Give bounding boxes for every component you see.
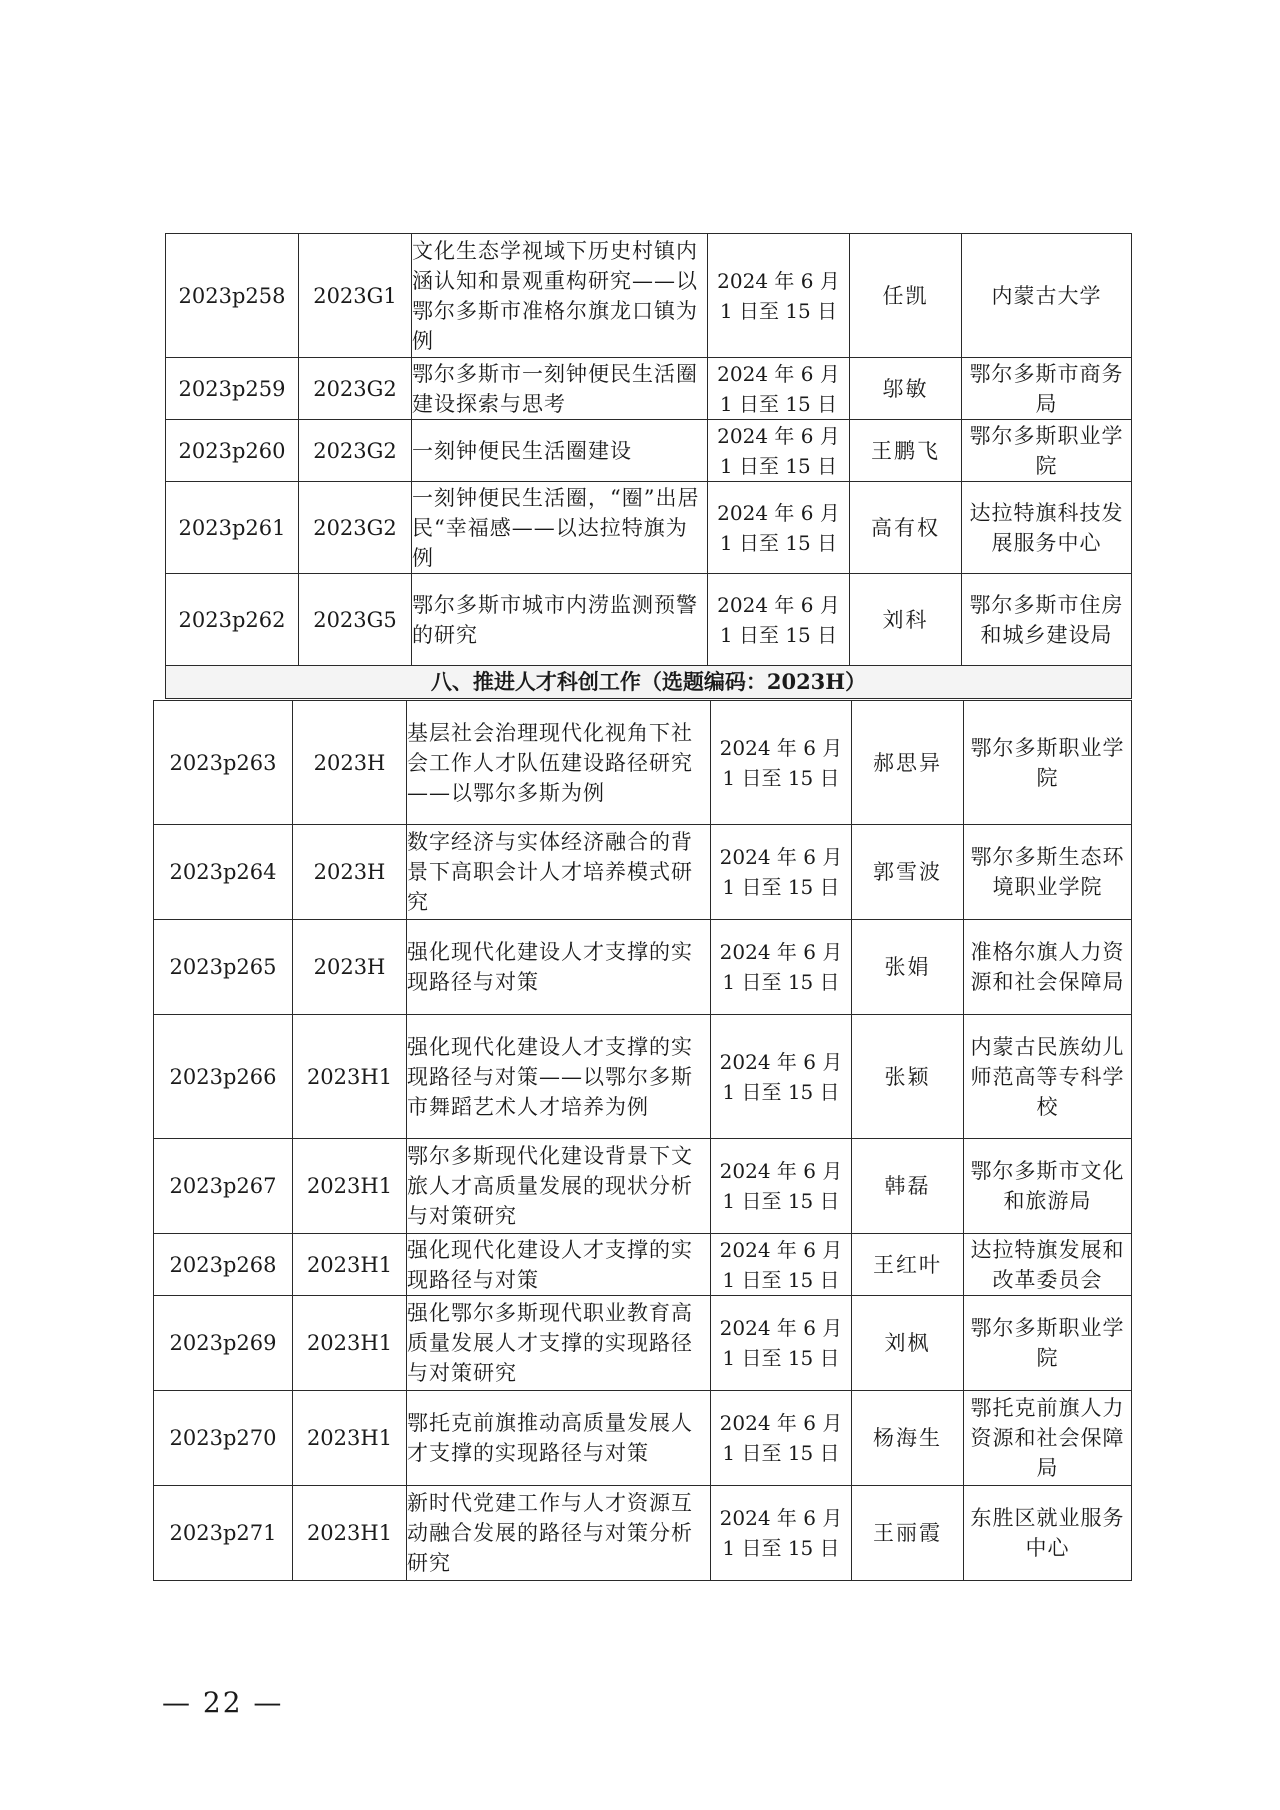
organization: 鄂尔多斯市文化和旅游局 (964, 1139, 1132, 1234)
topic-code: 2023H1 (293, 1234, 407, 1296)
topic-title: 新时代党建工作与人才资源互动融合发展的路径与对策分析研究 (407, 1486, 711, 1581)
topic-title: 数字经济与实体经济融合的背景下高职会计人才培养模式研究 (407, 825, 711, 920)
serial-number: 2023p267 (154, 1139, 293, 1234)
time-range: 2024 年 6 月 1 日至 15 日 (711, 825, 852, 920)
organization: 内蒙古大学 (962, 234, 1132, 358)
organization: 准格尔旗人力资源和社会保障局 (964, 920, 1132, 1015)
lead-person: 王红叶 (852, 1234, 964, 1296)
lead-person: 郝思异 (852, 701, 964, 825)
topic-title: 鄂尔多斯市一刻钟便民生活圈建设探索与思考 (412, 358, 708, 420)
serial-number: 2023p263 (154, 701, 293, 825)
organization: 鄂尔多斯生态环境职业学院 (964, 825, 1132, 920)
time-range: 2024 年 6 月 1 日至 15 日 (711, 1139, 852, 1234)
lead-person: 邬敏 (850, 358, 962, 420)
table-row (154, 1015, 1132, 1139)
organization: 鄂尔多斯市住房和城乡建设局 (962, 574, 1132, 666)
table-row (166, 482, 1132, 574)
page-number: — 22 — (162, 1686, 284, 1719)
serial-number: 2023p261 (166, 482, 299, 574)
serial-number: 2023p266 (154, 1015, 293, 1139)
serial-number: 2023p271 (154, 1486, 293, 1581)
topic-title: 强化现代化建设人才支撑的实现路径与对策——以鄂尔多斯市舞蹈艺术人才培养为例 (407, 1015, 711, 1139)
serial-number: 2023p260 (166, 420, 299, 482)
section-header: 八、推进人才科创工作（选题编码：2023H） (166, 666, 1132, 699)
serial-number: 2023p258 (166, 234, 299, 358)
serial-number: 2023p269 (154, 1296, 293, 1391)
time-range: 2024 年 6 月 1 日至 15 日 (708, 234, 850, 358)
topic-title: 鄂托克前旗推动高质量发展人才支撑的实现路径与对策 (407, 1391, 711, 1486)
serial-number: 2023p268 (154, 1234, 293, 1296)
topic-code: 2023G2 (299, 358, 412, 420)
lead-person: 王丽霞 (852, 1486, 964, 1581)
topic-code: 2023H (293, 825, 407, 920)
topic-table (165, 233, 1132, 699)
time-range: 2024 年 6 月 1 日至 15 日 (711, 1391, 852, 1486)
time-range: 2024 年 6 月 1 日至 15 日 (711, 1234, 852, 1296)
table-row (154, 1486, 1132, 1581)
time-range: 2024 年 6 月 1 日至 15 日 (711, 1486, 852, 1581)
topic-title: 强化鄂尔多斯现代职业教育高质量发展人才支撑的实现路径与对策研究 (407, 1296, 711, 1391)
table-row (154, 701, 1132, 825)
table-row (154, 825, 1132, 920)
time-range: 2024 年 6 月 1 日至 15 日 (708, 358, 850, 420)
section-header-row (166, 666, 1132, 699)
table-body-a (166, 234, 1132, 699)
topic-title: 鄂尔多斯市城市内涝监测预警的研究 (412, 574, 708, 666)
topic-code: 2023H1 (293, 1391, 407, 1486)
table-body-b (154, 701, 1132, 1581)
organization: 东胜区就业服务中心 (964, 1486, 1132, 1581)
lead-person: 任凯 (850, 234, 962, 358)
organization: 鄂尔多斯职业学院 (962, 420, 1132, 482)
time-range: 2024 年 6 月 1 日至 15 日 (711, 1296, 852, 1391)
table-row (154, 1296, 1132, 1391)
time-range: 2024 年 6 月 1 日至 15 日 (708, 574, 850, 666)
lead-person: 张颖 (852, 1015, 964, 1139)
topic-title: 鄂尔多斯现代化建设背景下文旅人才高质量发展的现状分析与对策研究 (407, 1139, 711, 1234)
table-row (166, 574, 1132, 666)
topic-code: 2023H1 (293, 1139, 407, 1234)
lead-person: 杨海生 (852, 1391, 964, 1486)
topic-code: 2023H (293, 920, 407, 1015)
organization: 鄂托克前旗人力资源和社会保障局 (964, 1391, 1132, 1486)
lead-person: 韩磊 (852, 1139, 964, 1234)
organization: 达拉特旗发展和改革委员会 (964, 1234, 1132, 1296)
lead-person: 刘枫 (852, 1296, 964, 1391)
topic-code: 2023G2 (299, 420, 412, 482)
organization: 内蒙古民族幼儿师范高等专科学校 (964, 1015, 1132, 1139)
table-row (154, 1234, 1132, 1296)
organization: 鄂尔多斯职业学院 (964, 1296, 1132, 1391)
lead-person: 王鹏飞 (850, 420, 962, 482)
topic-title: 强化现代化建设人才支撑的实现路径与对策 (407, 1234, 711, 1296)
table-row (154, 1391, 1132, 1486)
lead-person: 郭雪波 (852, 825, 964, 920)
topic-title: 强化现代化建设人才支撑的实现路径与对策 (407, 920, 711, 1015)
topic-code: 2023G1 (299, 234, 412, 358)
time-range: 2024 年 6 月 1 日至 15 日 (711, 701, 852, 825)
topic-code: 2023H1 (293, 1015, 407, 1139)
serial-number: 2023p262 (166, 574, 299, 666)
table-row (166, 358, 1132, 420)
serial-number: 2023p259 (166, 358, 299, 420)
time-range: 2024 年 6 月 1 日至 15 日 (708, 420, 850, 482)
lead-person: 高有权 (850, 482, 962, 574)
topic-table-continued (153, 700, 1132, 1581)
topic-code: 2023H1 (293, 1296, 407, 1391)
serial-number: 2023p264 (154, 825, 293, 920)
table-row (166, 420, 1132, 482)
serial-number: 2023p265 (154, 920, 293, 1015)
table-row (166, 234, 1132, 358)
topic-code: 2023G5 (299, 574, 412, 666)
topic-title: 文化生态学视域下历史村镇内涵认知和景观重构研究——以鄂尔多斯市准格尔旗龙口镇为例 (412, 234, 708, 358)
topic-code: 2023G2 (299, 482, 412, 574)
lead-person: 张娟 (852, 920, 964, 1015)
time-range: 2024 年 6 月 1 日至 15 日 (711, 920, 852, 1015)
organization: 达拉特旗科技发展服务中心 (962, 482, 1132, 574)
topic-title: 基层社会治理现代化视角下社会工作人才队伍建设路径研究——以鄂尔多斯为例 (407, 701, 711, 825)
topic-code: 2023H1 (293, 1486, 407, 1581)
table-row (154, 920, 1132, 1015)
time-range: 2024 年 6 月 1 日至 15 日 (708, 482, 850, 574)
serial-number: 2023p270 (154, 1391, 293, 1486)
table-row (154, 1139, 1132, 1234)
time-range: 2024 年 6 月 1 日至 15 日 (711, 1015, 852, 1139)
organization: 鄂尔多斯职业学院 (964, 701, 1132, 825)
topic-title: 一刻钟便民生活圈建设 (412, 420, 708, 482)
lead-person: 刘科 (850, 574, 962, 666)
topic-code: 2023H (293, 701, 407, 825)
topic-title: 一刻钟便民生活圈，“圈”出居民“幸福感——以达拉特旗为例 (412, 482, 708, 574)
organization: 鄂尔多斯市商务局 (962, 358, 1132, 420)
